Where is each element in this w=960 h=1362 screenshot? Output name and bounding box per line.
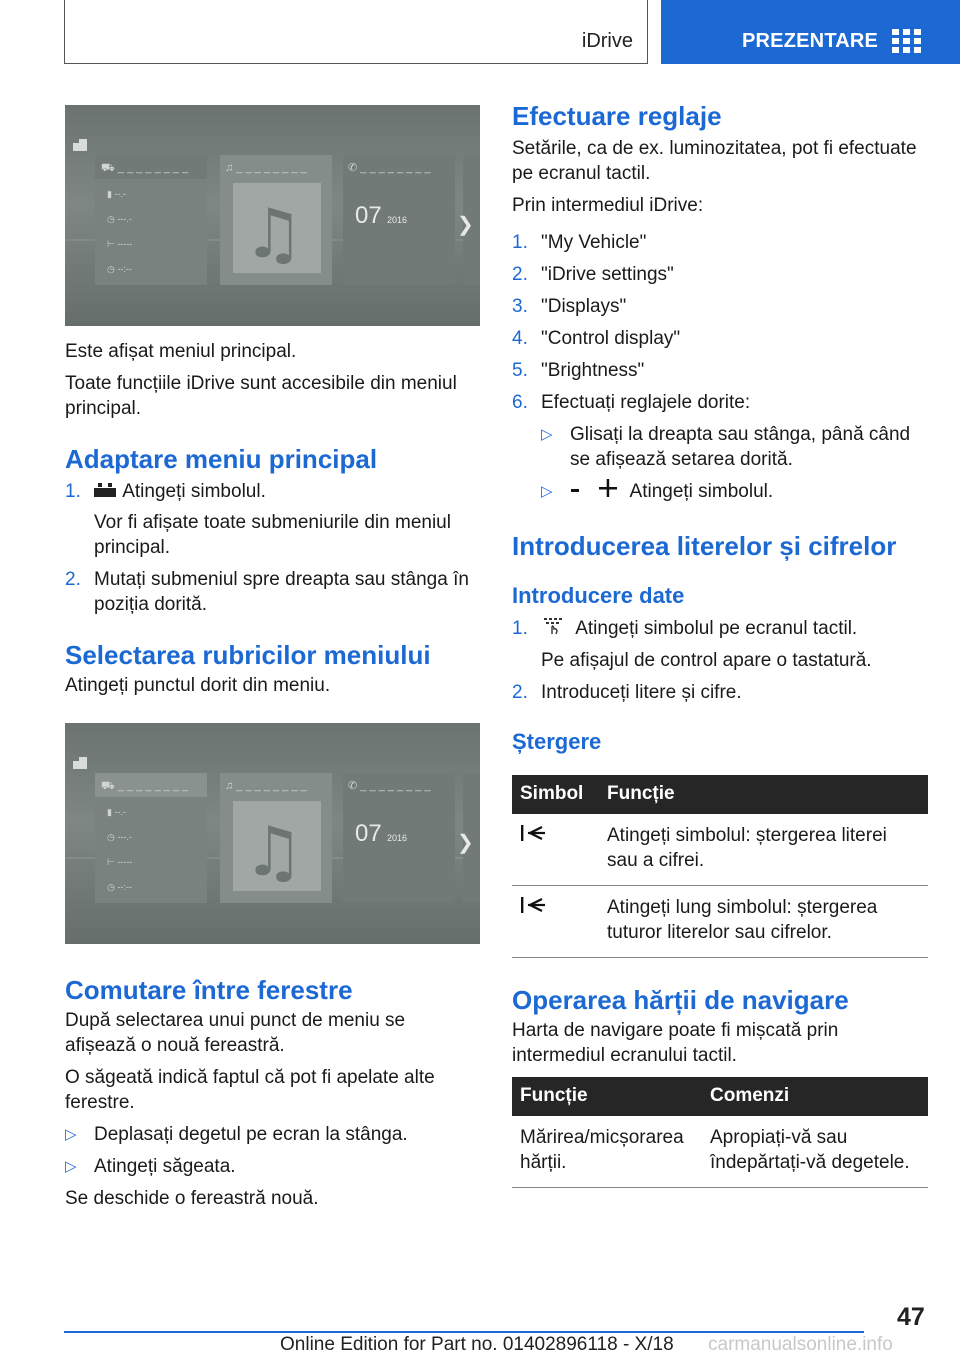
step6-bullet-2 [512, 479, 928, 504]
switch-bullet-1 [65, 1122, 480, 1147]
step6-bullet-1 [512, 422, 928, 472]
step-number: 5. [512, 360, 528, 381]
page-number: 47 [897, 1303, 925, 1331]
step-text: "My Vehicle" [541, 232, 647, 253]
table-cell-text: Atingeți lung simbolul: ștergerea tuturor literelor sau cifrelor. [599, 885, 928, 957]
step-text: Introduceți litere și cifre. [541, 681, 742, 703]
table-row [512, 1116, 928, 1188]
bullet-text: Glisați la dreapta sau stânga, până când se afișează setarea dorită. [570, 424, 911, 470]
svg-text:◷ --:--: ◷ --:-- [107, 882, 132, 893]
data-step-1-detail: Pe afișajul de control apare o tastatură. [541, 649, 872, 671]
svg-text:◷ ---.-: ◷ ---.- [107, 832, 132, 843]
footer-divider [64, 1331, 864, 1333]
step-number: 1. [65, 481, 81, 502]
header-section-box [64, 0, 648, 64]
table-cell-icon [512, 814, 599, 886]
map-table [512, 1077, 928, 1188]
svg-text:▮ --.-: ▮ --.- [107, 189, 126, 199]
svg-text:◷ --:--: ◷ --:-- [107, 264, 132, 274]
right-column [512, 100, 928, 1188]
heading-data-entry: Introducere date [512, 583, 685, 609]
svg-text:⊢ -----: ⊢ ----- [107, 857, 133, 868]
settings-step-1 [512, 230, 928, 255]
delete-table [512, 775, 928, 958]
heading-map: Operarea hărții de navigare [512, 984, 849, 1015]
left-paragraph-1: Este afișat meniul principal. [65, 341, 297, 362]
step-number: 4. [512, 328, 528, 349]
data-step-1 [512, 616, 928, 641]
screen-date-number: 07 [355, 202, 382, 229]
map-paragraph: Harta de navigare poate fi mișcată prin intermediul ecranului tactil. [512, 1019, 839, 1066]
bullet-text: Atingeți săgeata. [94, 1156, 236, 1178]
grid-icon [892, 29, 922, 53]
table-cell-text: Atingeți simbolul: ștergerea literei sau a cifrei. [599, 814, 928, 886]
step-number: 2. [65, 569, 81, 591]
settings-step-4 [512, 326, 928, 351]
heading-settings: Efectuare reglaje [512, 101, 722, 131]
table-row [512, 885, 928, 957]
triangle-bullet-icon: ▷ [541, 426, 553, 443]
watermark: carmanualsonline.info [708, 1334, 893, 1355]
switch-paragraph-3: Se deschide o fereastră nouă. [65, 1188, 319, 1210]
triangle-bullet-icon: ▷ [65, 1158, 77, 1176]
settings-paragraph-2: Prin intermediul iDrive: [512, 195, 704, 216]
svg-text:❯: ❯ [457, 214, 474, 236]
triangle-bullet-icon: ▷ [65, 1126, 77, 1144]
select-paragraph: Atingeți punctul dorit din meniu. [65, 675, 331, 697]
svg-text:♫: ♫ [243, 195, 304, 274]
plus-icon [599, 479, 625, 504]
left-column [65, 105, 480, 1211]
step-number: 2. [512, 681, 528, 703]
bullet-text: Atingeți simbolul. [629, 481, 774, 502]
footer-edition: Online Edition for Part no. 01402896118 - X/18 [280, 1334, 674, 1355]
svg-text:◷ ---.-: ◷ ---.- [107, 214, 132, 224]
adapt-step-2 [65, 567, 480, 617]
backspace-icon [520, 827, 546, 848]
switch-paragraph-2: O săgeată indică faptul că pot fi apelate alte ferestre. [65, 1067, 435, 1114]
switch-bullet-2 [65, 1154, 480, 1179]
minus-icon [570, 479, 594, 504]
settings-paragraph-1: Setările, ca de ex. luminozitatea, pot fi efectuate pe ecranul tactil. [512, 138, 917, 184]
table-cell-command: Apropiați-vă sau îndepărtați-vă degetele. [702, 1116, 928, 1188]
heading-adapt-menu: Adaptare meniu principal [65, 444, 378, 474]
step-number: 1. [512, 232, 528, 253]
table-header-row [512, 775, 928, 814]
settings-step-3 [512, 294, 928, 319]
svg-text:✆ _ _ _ _ _ _ _ _: ✆ _ _ _ _ _ _ _ _ [348, 780, 431, 793]
table-header-cell: Funcție [512, 1077, 702, 1116]
left-paragraph-2: Toate funcțiile iDrive sunt accesibile din meniul principal. [65, 373, 457, 419]
step-number: 1. [512, 618, 528, 640]
svg-text:▮ --.-: ▮ --.- [107, 807, 126, 818]
step-text: "Displays" [541, 296, 627, 317]
step-text: Atingeți simbolul pe ecranul tactil. [575, 618, 858, 640]
table-header-row [512, 1077, 928, 1116]
step-text: "iDrive settings" [541, 264, 674, 285]
keyboard-touch-icon [541, 617, 571, 642]
svg-text:⛟ _ _ _ _ _ _ _ _: ⛟ _ _ _ _ _ _ _ _ [101, 780, 189, 793]
svg-text:⊢ -----: ⊢ ----- [107, 239, 133, 249]
table-cell-icon [512, 885, 599, 957]
step-text: Atingeți simbolul. [122, 481, 266, 502]
svg-text:♫ _ _ _ _ _ _ _ _: ♫ _ _ _ _ _ _ _ _ [225, 780, 307, 793]
step-text: "Control display" [541, 328, 681, 349]
step-number: 2. [512, 264, 528, 285]
screen-date-number: 07 [355, 820, 382, 848]
table-header-cell: Simbol [512, 775, 599, 814]
settings-step-2 [512, 262, 928, 287]
menu-bars-icon [94, 479, 118, 504]
table-header-cell: Funcție [599, 775, 928, 814]
step-text: Mutați submeniul spre dreapta sau stânga în poziția dorită. [94, 569, 469, 616]
screen-date-year: 2016 [387, 215, 408, 225]
adapt-step-1 [65, 479, 480, 504]
table-row [512, 814, 928, 886]
triangle-bullet-icon: ▷ [541, 483, 553, 500]
heading-input: Introducerea literelor și cifrelor [512, 531, 897, 562]
backspace-icon [520, 899, 546, 920]
settings-step-6 [512, 390, 928, 415]
heading-switch-windows: Comutare între ferestre [65, 975, 353, 1006]
screen-date-year: 2016 [387, 833, 408, 844]
idrive-screen-image-1 [65, 105, 480, 326]
table-header-cell: Comenzi [702, 1077, 928, 1116]
step-text: Efectuați reglajele dorite: [541, 392, 751, 413]
header-chapter-title: PREZENTARE [742, 30, 879, 52]
switch-paragraph-1: După selectarea unui punct de meniu se afișează o nouă fereastră. [65, 1010, 406, 1057]
heading-delete: Ștergere [512, 728, 602, 754]
heading-select-menu: Selectarea rubricilor meniului [65, 640, 431, 671]
bullet-text: Deplasați degetul pe ecran la stânga. [94, 1124, 408, 1146]
adapt-step-1-detail: Vor fi afișate toate submeniurile din meniul principal. [94, 512, 451, 559]
idrive-screen-image-2 [65, 723, 480, 944]
data-step-2 [512, 680, 928, 705]
svg-text:❯: ❯ [457, 832, 474, 855]
settings-step-5 [512, 358, 928, 383]
step-number: 6. [512, 392, 528, 413]
svg-text:⛟ _ _ _ _ _ _ _ _: ⛟ _ _ _ _ _ _ _ _ [101, 162, 189, 174]
table-cell-function: Mărirea/micșorarea hărții. [512, 1116, 702, 1188]
svg-text:✆ _ _ _ _ _ _ _ _: ✆ _ _ _ _ _ _ _ _ [348, 162, 431, 174]
step-text: "Brightness" [541, 360, 645, 381]
step-number: 3. [512, 296, 528, 317]
svg-text:♫: ♫ [243, 813, 304, 893]
svg-text:♫ _ _ _ _ _ _ _ _: ♫ _ _ _ _ _ _ _ _ [225, 162, 307, 174]
header-section-title: iDrive [581, 30, 633, 52]
